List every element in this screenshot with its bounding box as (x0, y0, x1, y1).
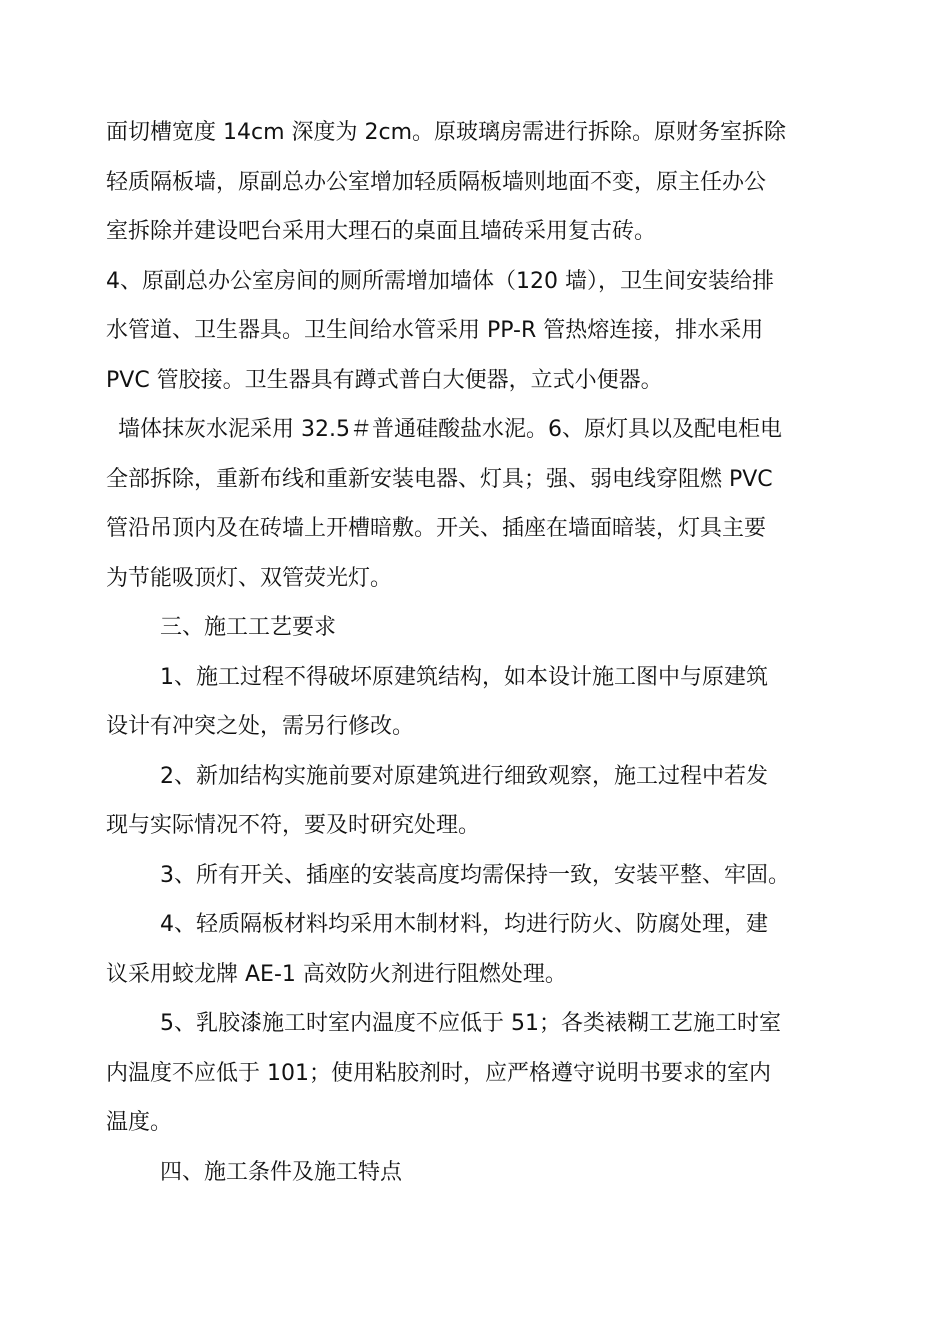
text-line: 轻质隔板墙，原副总办公室增加轻质隔板墙则地面不变，原主任办公 (106, 169, 767, 195)
section-heading: 三、施工工艺要求 (160, 615, 337, 640)
text-line: 3、所有开关、插座的安装高度均需保持一致，安装平整、牢固。 (160, 862, 790, 888)
text-line: 温度。 (106, 1110, 173, 1135)
text-line: 4、轻质隔板材料均采用木制材料，均进行防火、防腐处理，建 (160, 912, 768, 937)
text-line: 全部拆除，重新布线和重新安装电器、灯具；强、弱电线穿阻燃 PVC (106, 466, 773, 492)
text-line: 4、原副总办公室房间的厕所需增加墙体（120 墙），卫生间安装给排 (106, 268, 774, 294)
text-line: 现与实际情况不符，要及时研究处理。 (106, 813, 481, 838)
text-line: 1、施工过程不得破坏原建筑结构，如本设计施工图中与原建筑 (160, 664, 768, 690)
text-line: 水管道、卫生器具。卫生间给水管采用 PP-R 管热熔连接，排水采用 (106, 318, 764, 343)
text-line: 为节能吸顶灯、双管荧光灯。 (106, 565, 393, 591)
section-heading: 四、施工条件及施工特点 (160, 1159, 403, 1185)
text-line: PVC 管胶接。卫生器具有蹲式普白大便器，立式小便器。 (106, 367, 663, 393)
text-line: 设计有冲突之处，需另行修改。 (106, 714, 415, 739)
text-line: 面切槽宽度 14cm 深度为 2cm。原玻璃房需进行拆除。原财务室拆除 (106, 120, 787, 145)
text-line: 墙体抹灰水泥采用 32.5＃普通硅酸盐水泥。6、原灯具以及配电柜电 (118, 417, 782, 442)
text-line: 5、乳胶漆施工时室内温度不应低于 51；各类裱糊工艺施工时室 (160, 1011, 781, 1036)
document-body (106, 108, 856, 1197)
text-line: 室拆除并建设吧台采用大理石的桌面且墙砖采用复古砖。 (106, 219, 657, 244)
text-line: 2、新加结构实施前要对原建筑进行细致观察，施工过程中若发 (160, 763, 768, 789)
text-line: 议采用蛟龙牌 AE-1 高效防火剂进行阻燃处理。 (106, 961, 567, 987)
text-line: 内温度不应低于 101；使用粘胶剂时，应严格遵守说明书要求的室内 (106, 1060, 771, 1086)
text-line: 管沿吊顶内及在砖墙上开槽暗敷。开关、插座在墙面暗装，灯具主要 (106, 516, 767, 541)
